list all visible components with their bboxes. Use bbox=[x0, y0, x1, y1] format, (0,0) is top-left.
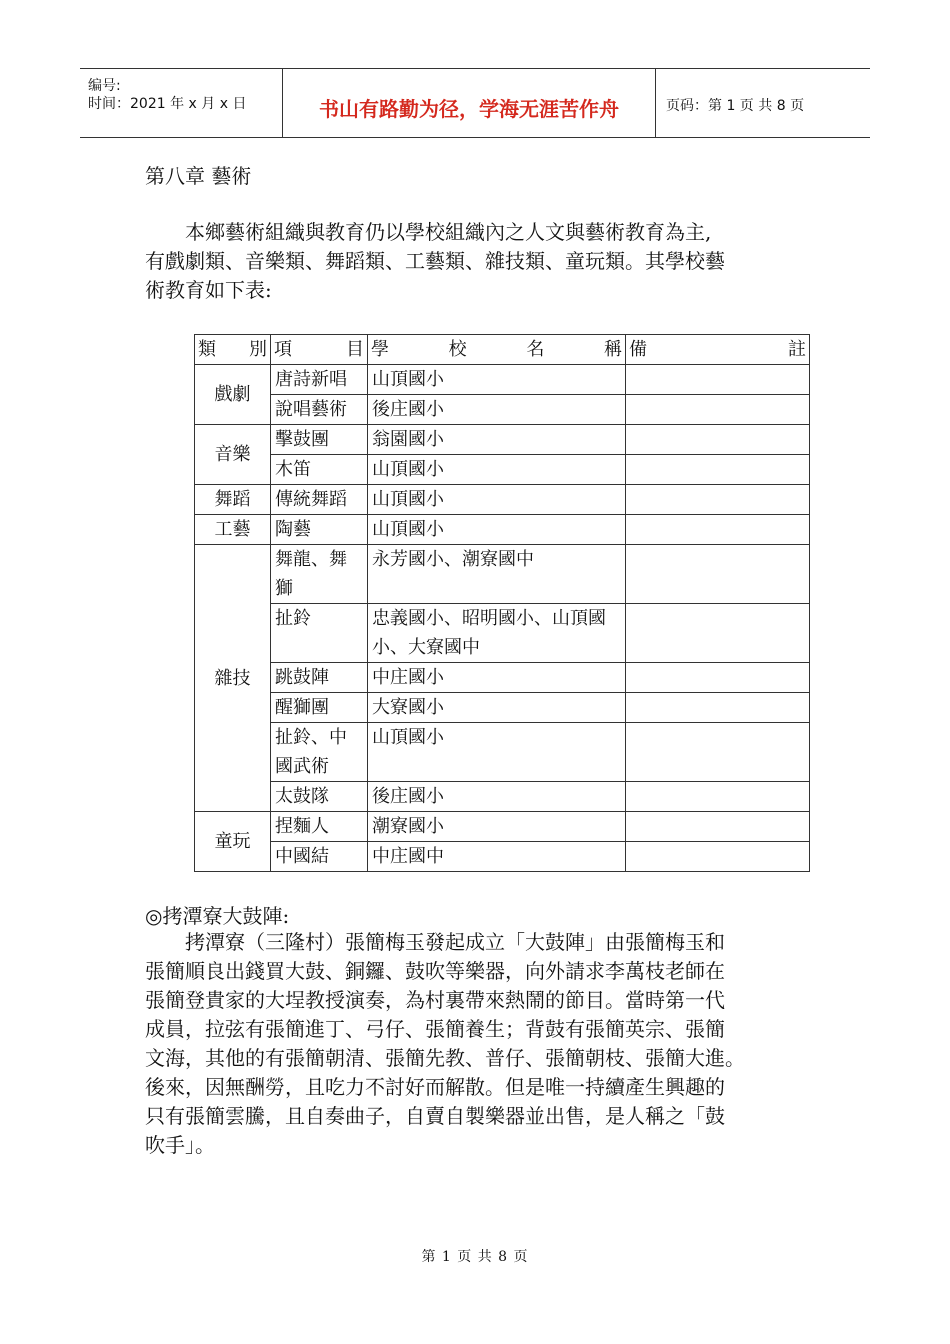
remark-cell bbox=[626, 365, 810, 395]
section-line: 張簡登貴家的大埕教授演奏，為村裏帶來熱鬧的節目。當時第一代 bbox=[145, 988, 725, 1012]
section-line: 只有張簡雲騰，且自奏曲子，自賣自製樂器並出售，是人稱之「鼓 bbox=[145, 1104, 725, 1128]
section-heading: ◎拷潭寮大鼓陣: bbox=[145, 904, 290, 928]
intro-paragraph bbox=[145, 218, 825, 305]
header-page-label: 页码：第 1 页 共 8 页 bbox=[666, 98, 805, 114]
table-row bbox=[195, 425, 810, 455]
header-char: 稱 bbox=[603, 339, 622, 360]
header-meta-cell bbox=[80, 69, 283, 137]
remark-cell bbox=[626, 395, 810, 425]
item-cell: 扯鈴 bbox=[271, 604, 368, 663]
school-cell: 後庄國小 bbox=[368, 782, 626, 812]
header-char: 校 bbox=[448, 339, 467, 360]
school-cell: 山頂國小 bbox=[368, 365, 626, 395]
header-school bbox=[368, 335, 626, 365]
category-cell: 工藝 bbox=[195, 515, 271, 545]
intro-line: 術教育如下表: bbox=[145, 278, 272, 302]
header-motto-cell bbox=[283, 69, 656, 137]
doc-number-label: 编号: bbox=[88, 78, 121, 94]
remark-cell bbox=[626, 425, 810, 455]
table-row bbox=[195, 723, 810, 782]
table-row bbox=[195, 455, 810, 485]
intro-line: 有戲劇類、音樂類、舞蹈類、工藝類、雜技類、童玩類。其學校藝 bbox=[145, 249, 725, 273]
table-row bbox=[195, 812, 810, 842]
remark-cell bbox=[626, 693, 810, 723]
category-cell: 舞蹈 bbox=[195, 485, 271, 515]
remark-cell bbox=[626, 842, 810, 872]
category-cell: 雜技 bbox=[195, 545, 271, 812]
item-cell: 說唱藝術 bbox=[271, 395, 368, 425]
item-cell: 傳統舞蹈 bbox=[271, 485, 368, 515]
school-cell: 山頂國小 bbox=[368, 723, 626, 782]
section-line: 成員，拉弦有張簡進丁、弓仔、張簡養生；背鼓有張簡英宗、張簡 bbox=[145, 1017, 725, 1041]
header-motto: 书山有路勤为径，学海无涯苦作舟 bbox=[319, 97, 619, 121]
section-paragraph bbox=[145, 928, 825, 1160]
school-cell: 山頂國小 bbox=[368, 485, 626, 515]
school-cell: 大寮國小 bbox=[368, 693, 626, 723]
item-cell: 扯鈴、中國武術 bbox=[271, 723, 368, 782]
arts-education-table bbox=[194, 334, 810, 872]
remark-cell bbox=[626, 515, 810, 545]
table-row bbox=[195, 604, 810, 663]
remark-cell bbox=[626, 812, 810, 842]
table-row bbox=[195, 365, 810, 395]
page-header bbox=[80, 68, 870, 138]
remark-cell bbox=[626, 723, 810, 782]
table-row bbox=[195, 663, 810, 693]
category-cell: 音樂 bbox=[195, 425, 271, 485]
header-char: 類 bbox=[198, 339, 216, 360]
category-cell: 童玩 bbox=[195, 812, 271, 872]
header-char: 學 bbox=[371, 339, 389, 360]
header-char: 項 bbox=[274, 339, 292, 360]
table-row bbox=[195, 515, 810, 545]
school-cell: 中庄國中 bbox=[368, 842, 626, 872]
header-char: 名 bbox=[526, 339, 545, 360]
section-line: 吹手」。 bbox=[145, 1133, 215, 1157]
section-line: 後來，因無酬勞，且吃力不討好而解散。但是唯一持續產生興趣的 bbox=[145, 1075, 725, 1099]
item-cell: 太鼓隊 bbox=[271, 782, 368, 812]
remark-cell bbox=[626, 604, 810, 663]
header-category bbox=[195, 335, 271, 365]
table-row bbox=[195, 545, 810, 604]
item-cell: 唐詩新唱 bbox=[271, 365, 368, 395]
item-cell: 醒獅團 bbox=[271, 693, 368, 723]
school-cell: 中庄國小 bbox=[368, 663, 626, 693]
school-cell: 永芳國小、潮寮國中 bbox=[368, 545, 626, 604]
table-row bbox=[195, 395, 810, 425]
section-line: 拷潭寮（三隆村）張簡梅玉發起成立「大鼓陣」由張簡梅玉和 bbox=[185, 930, 725, 954]
header-remark bbox=[626, 335, 810, 365]
doc-time-label: 时间：2021 年 x 月 x 日 bbox=[88, 96, 247, 112]
item-cell: 木笛 bbox=[271, 455, 368, 485]
page-footer: 第 1 页 共 8 页 bbox=[421, 1249, 529, 1265]
table-row bbox=[195, 782, 810, 812]
school-cell: 翁園國小 bbox=[368, 425, 626, 455]
school-cell: 後庄國小 bbox=[368, 395, 626, 425]
remark-cell bbox=[626, 663, 810, 693]
section-line: 文海，其他的有張簡朝清、張簡先教、普仔、張簡朝枝、張簡大進。 bbox=[145, 1046, 745, 1070]
table-row bbox=[195, 842, 810, 872]
school-cell: 潮寮國小 bbox=[368, 812, 626, 842]
item-cell: 捏麵人 bbox=[271, 812, 368, 842]
header-char: 目 bbox=[346, 339, 364, 360]
item-cell: 擊鼓團 bbox=[271, 425, 368, 455]
chapter-title: 第八章 藝術 bbox=[145, 164, 252, 188]
item-cell: 跳鼓陣 bbox=[271, 663, 368, 693]
section-line: 張簡順良出錢買大鼓、銅鑼、鼓吹等樂器，向外請求李萬枝老師在 bbox=[145, 959, 725, 983]
header-page-cell bbox=[656, 69, 870, 137]
header-char: 別 bbox=[249, 339, 267, 360]
item-cell: 陶藝 bbox=[271, 515, 368, 545]
remark-cell bbox=[626, 485, 810, 515]
header-char: 備 bbox=[629, 339, 647, 360]
intro-line: 本鄉藝術組織與教育仍以學校組織內之人文與藝術教育為主, bbox=[185, 220, 712, 244]
item-cell: 中國結 bbox=[271, 842, 368, 872]
header-item bbox=[271, 335, 368, 365]
remark-cell bbox=[626, 455, 810, 485]
remark-cell bbox=[626, 782, 810, 812]
table-row bbox=[195, 485, 810, 515]
school-cell: 忠義國小、昭明國小、山頂國小、大寮國中 bbox=[368, 604, 626, 663]
table-header-row bbox=[195, 335, 810, 365]
remark-cell bbox=[626, 545, 810, 604]
category-cell: 戲劇 bbox=[195, 365, 271, 425]
item-cell: 舞龍、舞獅 bbox=[271, 545, 368, 604]
school-cell: 山頂國小 bbox=[368, 515, 626, 545]
header-char: 註 bbox=[788, 339, 806, 360]
table-row bbox=[195, 693, 810, 723]
school-cell: 山頂國小 bbox=[368, 455, 626, 485]
